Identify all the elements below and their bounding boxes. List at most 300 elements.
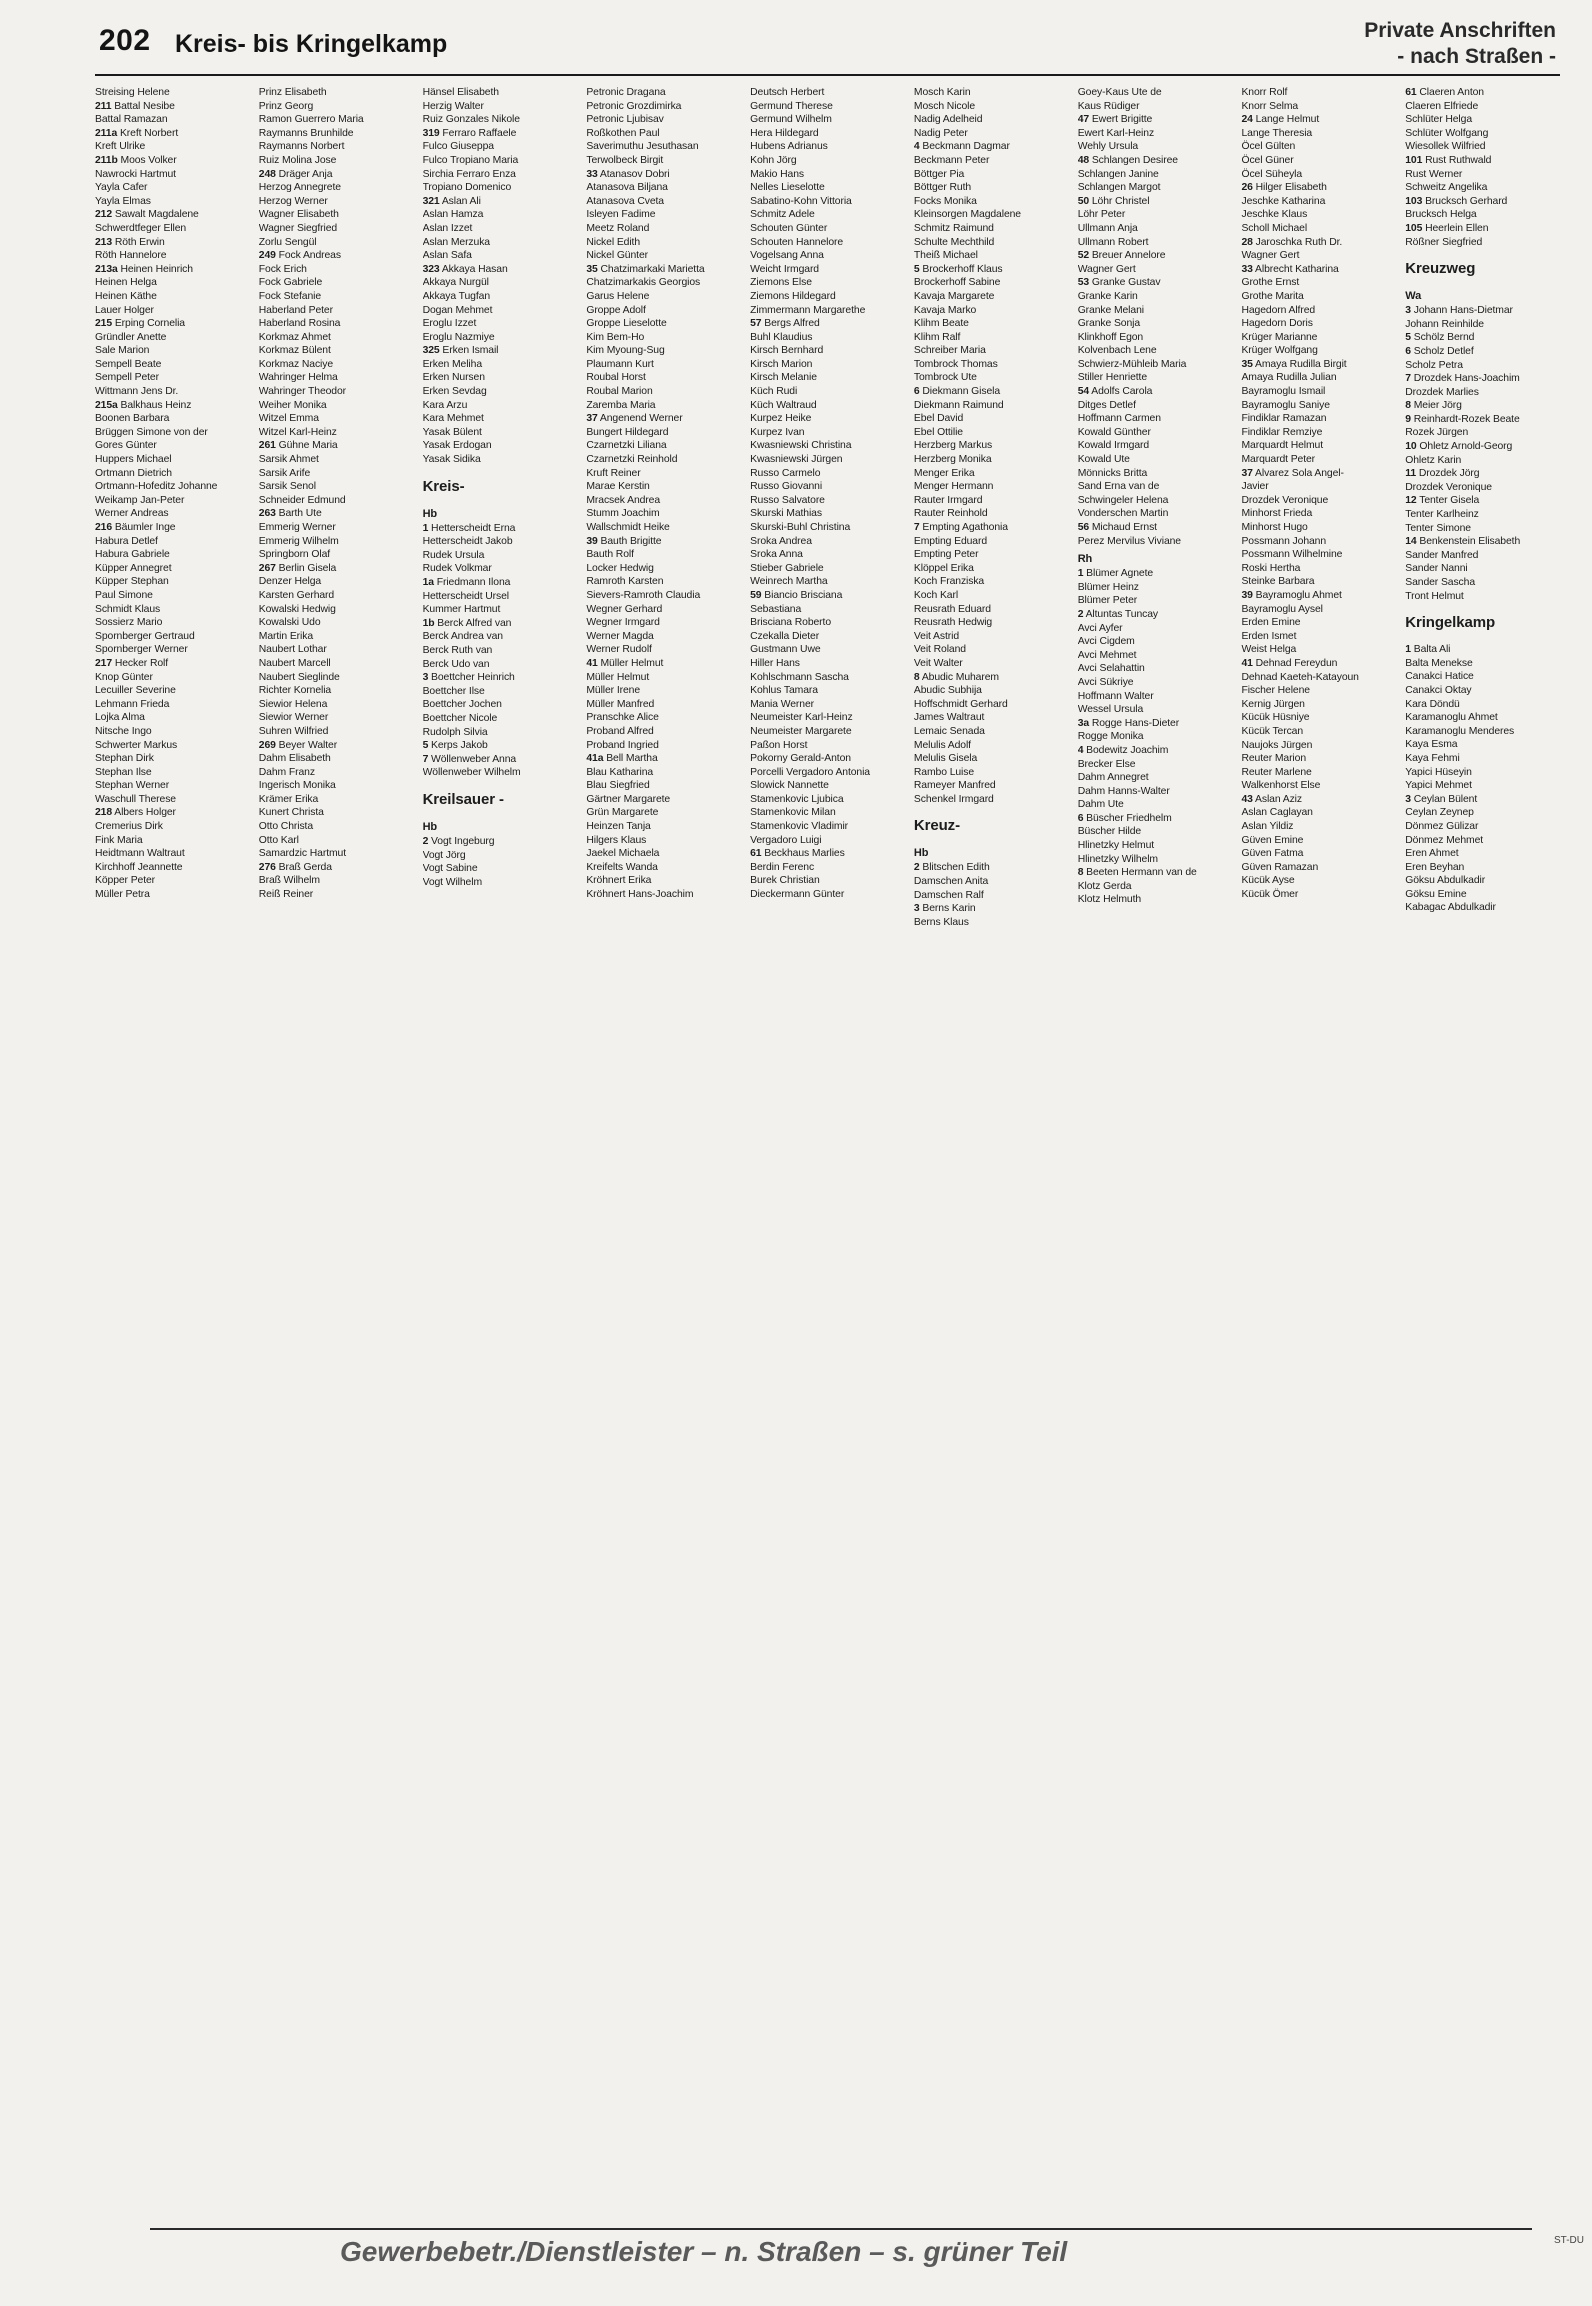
resident-name: Sander Sascha xyxy=(1405,577,1476,588)
resident-name: Benkenstein Elisabeth xyxy=(1419,536,1521,548)
directory-entry xyxy=(1078,168,1238,182)
directory-entry xyxy=(1078,222,1238,236)
resident-name: Granke Gustav xyxy=(1091,277,1161,289)
directory-entry xyxy=(259,562,419,576)
resident-name: Gustmann Uwe xyxy=(750,644,821,656)
resident-name: Empting Eduard xyxy=(913,535,988,547)
directory-entry xyxy=(586,276,746,290)
directory-entry xyxy=(423,576,583,590)
directory-entry xyxy=(1078,866,1238,880)
directory-entry xyxy=(1405,426,1565,440)
resident-name: Akkaya Tugfan xyxy=(422,290,490,302)
house-number: 269 xyxy=(258,739,276,751)
resident-name: Stephan Werner xyxy=(95,780,170,792)
footer-note: Gewerbebetr./Dienstleister – n. Straßen – s. grüner Teil xyxy=(340,2236,1068,2267)
directory-entry xyxy=(95,874,255,888)
directory-entry xyxy=(95,494,255,508)
resident-name: Naubert Sieglinde xyxy=(258,671,340,683)
resident-name: Steinke Barbara xyxy=(1241,576,1315,588)
resident-name: Mönnicks Britta xyxy=(1077,467,1148,479)
resident-name: Kirsch Melanie xyxy=(750,372,817,384)
directory-entry xyxy=(259,793,419,807)
directory-entry xyxy=(1405,154,1565,168)
directory-entry xyxy=(586,684,746,698)
directory-entry xyxy=(1241,861,1401,875)
directory-entry xyxy=(1405,386,1565,400)
directory-entry xyxy=(914,616,1074,630)
house-number: 7 xyxy=(913,522,920,533)
resident-name: Hlinetzky Wilhelm xyxy=(1077,853,1158,865)
directory-entry xyxy=(586,725,746,739)
resident-name: Bäumler Inge xyxy=(114,522,176,533)
directory-entry xyxy=(914,861,1074,875)
directory-entry xyxy=(1241,766,1401,780)
directory-entry xyxy=(1405,766,1565,780)
resident-name: Schlangen Janine xyxy=(1077,168,1159,180)
resident-name: Löhr Peter xyxy=(1077,209,1126,221)
directory-entry xyxy=(750,249,910,263)
directory-entry xyxy=(750,127,910,141)
house-number: 8 xyxy=(913,671,920,683)
resident-name: Zorlu Sengül xyxy=(258,236,317,248)
directory-entry xyxy=(1241,711,1401,725)
directory-entry xyxy=(423,698,583,712)
resident-name: Bayramoglu Aysel xyxy=(1241,603,1323,615)
directory-entry xyxy=(1405,181,1565,195)
resident-name: Melulis Adolf xyxy=(913,739,971,751)
directory-entry xyxy=(1078,86,1238,100)
resident-name: Stieber Gabriele xyxy=(750,562,824,574)
directory-entry xyxy=(914,671,1074,685)
resident-name: Menger Hermann xyxy=(913,481,994,493)
resident-name: Suhren Wilfried xyxy=(258,725,329,737)
directory-entry xyxy=(1405,861,1565,875)
resident-name: Kowald Ute xyxy=(1077,454,1130,466)
directory-entry xyxy=(914,548,1074,562)
directory-entry xyxy=(95,820,255,834)
resident-name: Erken Nursen xyxy=(422,372,485,384)
resident-name: Blau Siegfried xyxy=(586,780,650,792)
resident-name: Locker Hedwig xyxy=(586,562,654,574)
directory-entry xyxy=(1241,304,1401,318)
directory-entry xyxy=(750,236,910,250)
resident-name: Kröhnert Hans-Joachim xyxy=(586,889,694,901)
directory-entry xyxy=(95,168,255,182)
directory-entry xyxy=(1078,812,1238,826)
resident-name: Isleyen Fadime xyxy=(586,209,656,221)
resident-name: Werner Magda xyxy=(586,630,654,642)
house-number: 41 xyxy=(586,657,598,669)
directory-entry xyxy=(914,412,1074,426)
resident-name: Theiß Michael xyxy=(913,250,978,262)
resident-name: Akkaya Hasan xyxy=(441,263,508,275)
directory-entry xyxy=(914,467,1074,481)
directory-entry xyxy=(750,888,910,902)
resident-name: Sossierz Mario xyxy=(95,617,163,629)
directory-entry xyxy=(259,739,419,753)
resident-name: Amaya Rudilla Julian xyxy=(1241,372,1337,384)
directory-entry xyxy=(914,875,1074,889)
directory-entry xyxy=(423,766,583,780)
directory-entry xyxy=(95,521,255,535)
resident-name: Bodewitz Joachim xyxy=(1086,744,1169,756)
directory-entry xyxy=(259,276,419,290)
resident-name: Naubert Lothar xyxy=(258,644,327,656)
directory-entry xyxy=(750,684,910,698)
directory-entry xyxy=(259,195,419,209)
resident-name: Cremerius Dirk xyxy=(95,821,163,833)
resident-name: Kaus Rüdiger xyxy=(1077,100,1140,112)
directory-entry xyxy=(1241,195,1401,209)
resident-name: Proband Ingried xyxy=(586,739,659,751)
directory-entry xyxy=(1078,181,1238,195)
directory-entry xyxy=(750,739,910,753)
resident-name: Erken Sevdag xyxy=(422,386,487,398)
directory-entry xyxy=(1405,576,1565,590)
resident-name: Bauth Brigitte xyxy=(600,535,662,547)
resident-name: Erken Meliha xyxy=(422,358,483,370)
resident-name: Rust Ruthwald xyxy=(1425,154,1492,166)
resident-name: Atanasova Biljana xyxy=(586,182,668,194)
resident-name: Tenter Simone xyxy=(1405,522,1471,534)
directory-entry xyxy=(95,100,255,114)
resident-name: Roubal Marion xyxy=(586,386,653,398)
resident-name: Klöppel Erika xyxy=(913,562,974,574)
directory-entry xyxy=(1078,195,1238,209)
resident-name: Marquardt Helmut xyxy=(1241,440,1324,452)
resident-name: Reinhardt-Rozek Beate xyxy=(1413,413,1520,425)
directory-entry xyxy=(95,480,255,494)
directory-entry xyxy=(259,168,419,182)
resident-name: Meier Jörg xyxy=(1413,400,1462,412)
resident-name: Gühne Maria xyxy=(278,440,338,452)
resident-name: Dräger Anja xyxy=(278,168,333,180)
resident-name: Sirchia Ferraro Enza xyxy=(422,168,516,180)
directory-entry xyxy=(750,263,910,277)
directory-entry xyxy=(586,358,746,372)
resident-name: Brucksch Gerhard xyxy=(1425,195,1508,207)
directory-entry xyxy=(1405,86,1565,100)
resident-name: Hänsel Elisabeth xyxy=(422,87,499,98)
resident-name: Ingerisch Monika xyxy=(258,780,336,792)
directory-entry xyxy=(1241,385,1401,399)
directory-entry xyxy=(259,127,419,141)
directory-entry xyxy=(259,249,419,263)
resident-name: Küch Waltraud xyxy=(750,399,817,411)
resident-name: Ohletz Karin xyxy=(1405,454,1462,466)
directory-entry xyxy=(423,876,583,890)
resident-name: Ohletz Arnold-Georg xyxy=(1419,441,1513,453)
directory-entry xyxy=(423,412,583,426)
directory-entry xyxy=(1078,730,1238,744)
directory-entry xyxy=(1405,372,1565,386)
directory-entry xyxy=(914,507,1074,521)
directory-entry xyxy=(586,236,746,250)
directory-entry xyxy=(914,439,1074,453)
directory-entry xyxy=(259,494,419,508)
resident-name: Beckmann Peter xyxy=(913,154,990,166)
resident-name: Kreft Norbert xyxy=(119,127,179,139)
directory-entry xyxy=(750,548,910,562)
resident-name: Boettcher Nicole xyxy=(422,712,498,724)
resident-name: Petronic Grozdimirka xyxy=(586,100,682,112)
directory-entry xyxy=(750,793,910,807)
directory-entry xyxy=(423,154,583,168)
directory-column-9 xyxy=(1405,86,1565,2206)
directory-entry xyxy=(914,902,1074,916)
directory-column-8 xyxy=(1241,86,1401,2206)
resident-name: Aslan Ali xyxy=(441,195,481,207)
resident-name: Werner Andreas xyxy=(95,508,169,520)
resident-name: Lauer Holger xyxy=(95,304,154,316)
resident-name: Dahm Franz xyxy=(258,766,315,778)
resident-name: Amaya Rudilla Birgit xyxy=(1255,358,1347,370)
resident-name: Walkenhorst Else xyxy=(1241,780,1321,792)
resident-name: Gründler Anette xyxy=(95,331,167,343)
house-number: 218 xyxy=(95,807,113,819)
street-title: Kreis- xyxy=(422,477,465,495)
directory-entry xyxy=(95,657,255,671)
resident-name: Schlangen Margot xyxy=(1077,182,1161,194)
resident-name: Boonen Barbara xyxy=(95,413,170,425)
directory-entry xyxy=(1078,758,1238,772)
directory-entry xyxy=(1241,562,1401,576)
directory-entry xyxy=(1241,439,1401,453)
directory-entry xyxy=(1241,208,1401,222)
directory-entry xyxy=(1405,657,1565,671)
directory-entry xyxy=(1405,236,1565,250)
resident-name: Schlüter Wolfgang xyxy=(1405,127,1489,139)
directory-entry xyxy=(750,467,910,481)
resident-name: Klinkhoff Egon xyxy=(1077,331,1144,343)
directory-entry xyxy=(423,222,583,236)
directory-entry xyxy=(95,208,255,222)
directory-entry xyxy=(586,834,746,848)
resident-name: Jaekel Michaela xyxy=(586,848,660,860)
resident-name: Böttger Ruth xyxy=(913,182,972,194)
resident-name: Skurski-Buhl Christina xyxy=(750,522,851,533)
resident-name: Petronic Ljubisav xyxy=(586,114,664,126)
directory-entry xyxy=(423,522,583,536)
house-number: 213a xyxy=(95,263,118,275)
directory-entry xyxy=(750,766,910,780)
directory-entry xyxy=(1241,290,1401,304)
resident-name: Rauter Reinhold xyxy=(913,508,988,520)
directory-entry xyxy=(1241,630,1401,644)
resident-name: Göksu Emine xyxy=(1405,888,1467,900)
resident-name: Kernig Jürgen xyxy=(1241,698,1305,710)
resident-name: Ruiz Molina Jose xyxy=(258,154,337,166)
resident-name: Blümer Peter xyxy=(1077,595,1138,607)
directory-entry xyxy=(259,779,419,793)
directory-entry xyxy=(95,725,255,739)
directory-entry xyxy=(1405,711,1565,725)
resident-name: Grothe Ernst xyxy=(1241,277,1300,289)
resident-name: Schölz Bernd xyxy=(1413,332,1475,344)
resident-name: Kohlschmann Sascha xyxy=(750,671,849,683)
resident-name: Mosch Nicole xyxy=(913,100,976,112)
resident-name: Sebastiana xyxy=(750,603,802,615)
resident-name: Güven Emine xyxy=(1241,834,1304,846)
resident-name: Ruiz Gonzales Nikole xyxy=(422,114,520,126)
resident-name: Porcelli Vergadoro Antonia xyxy=(750,766,870,778)
resident-name: Samardzic Hartmut xyxy=(258,848,347,860)
directory-entry xyxy=(423,195,583,209)
house-number: 321 xyxy=(422,195,440,207)
resident-name: Yasak Bülent xyxy=(422,426,482,438)
house-number: 3a xyxy=(1077,717,1090,729)
resident-name: Avci Ayfer xyxy=(1077,622,1123,634)
directory-entry xyxy=(259,847,419,861)
resident-name: Witzel Karl-Heinz xyxy=(258,426,337,438)
street-title: Kreuzweg xyxy=(1405,260,1476,278)
resident-name: Vonderschen Martin xyxy=(1077,508,1169,520)
directory-column-4 xyxy=(586,86,746,2206)
directory-entry xyxy=(1078,880,1238,894)
resident-name: Adolfs Carola xyxy=(1091,386,1153,398)
house-number: 8 xyxy=(1405,400,1411,412)
house-number: 4 xyxy=(1077,744,1084,756)
resident-name: Neumeister Karl-Heinz xyxy=(750,712,853,724)
directory-entry xyxy=(914,480,1074,494)
directory-entry xyxy=(1405,113,1565,127)
directory-entry xyxy=(750,616,910,630)
resident-name: Boettcher Jochen xyxy=(422,699,502,711)
directory-entry xyxy=(423,208,583,222)
resident-name: Kruft Reiner xyxy=(586,467,641,479)
resident-name: Heinen Käthe xyxy=(95,290,157,302)
resident-name: Habura Gabriele xyxy=(95,549,170,561)
resident-name: Moos Volker xyxy=(120,154,177,166)
directory-entry xyxy=(1078,140,1238,154)
directory-entry xyxy=(1078,521,1238,535)
directory-entry xyxy=(586,399,746,413)
resident-name: Aslan Izzet xyxy=(422,222,473,234)
directory-entry xyxy=(259,453,419,467)
directory-entry xyxy=(259,236,419,250)
resident-name: Kwasniewski Jürgen xyxy=(750,454,843,466)
directory-entry xyxy=(95,589,255,603)
directory-entry xyxy=(914,358,1074,372)
resident-name: Öcel Gülten xyxy=(1241,141,1296,153)
resident-name: Wagner Gert xyxy=(1077,263,1136,275)
directory-entry xyxy=(1241,317,1401,331)
resident-name: Reusrath Eduard xyxy=(913,603,991,615)
house-number: 319 xyxy=(422,127,440,139)
directory-entry xyxy=(750,711,910,725)
directory-entry xyxy=(423,127,583,141)
resident-name: Küpper Stephan xyxy=(95,576,169,588)
resident-name: Berck Andrea van xyxy=(422,631,503,643)
directory-entry xyxy=(1241,521,1401,535)
resident-name: Wöllenweber Anna xyxy=(431,753,517,765)
directory-entry xyxy=(95,711,255,725)
resident-name: Hoffmann Carmen xyxy=(1077,413,1161,425)
directory-entry xyxy=(1405,752,1565,766)
house-number: 10 xyxy=(1405,441,1417,453)
directory-entry xyxy=(95,643,255,657)
directory-entry xyxy=(423,399,583,413)
resident-name: Raymanns Brunhilde xyxy=(258,127,354,139)
resident-name: Yasak Erdogan xyxy=(422,440,492,452)
resident-name: Krämer Erika xyxy=(258,793,319,805)
directory-entry xyxy=(1241,643,1401,657)
resident-name: Naubert Marcell xyxy=(258,657,331,669)
directory-entry xyxy=(586,657,746,671)
directory-entry xyxy=(259,113,419,127)
resident-name: Aslan Yildiz xyxy=(1241,821,1294,833)
directory-entry xyxy=(259,671,419,685)
resident-name: Güven Ramazan xyxy=(1241,861,1319,873)
resident-name: Scholz Detlef xyxy=(1413,345,1474,357)
directory-entry xyxy=(259,467,419,481)
directory-entry xyxy=(1078,100,1238,114)
directory-entry xyxy=(259,358,419,372)
resident-name: Weiher Monika xyxy=(258,399,327,411)
resident-name: Vogt Ingeburg xyxy=(431,835,495,847)
directory-entry xyxy=(95,616,255,630)
directory-entry xyxy=(95,263,255,277)
directory-entry xyxy=(95,249,255,263)
resident-name: Emmerig Wilhelm xyxy=(258,535,339,547)
house-number: 47 xyxy=(1077,114,1090,126)
directory-entry xyxy=(95,236,255,250)
resident-name: Dönmez Gülizar xyxy=(1405,820,1479,832)
directory-entry xyxy=(586,140,746,154)
directory-entry xyxy=(95,793,255,807)
directory-entry xyxy=(914,916,1074,930)
directory-column-2 xyxy=(259,86,419,2206)
directory-entry xyxy=(1078,676,1238,690)
resident-name: Russo Carmelo xyxy=(750,467,821,479)
resident-name: Perez Mervilus Viviane xyxy=(1077,535,1181,547)
house-number: 6 xyxy=(913,386,920,398)
resident-name: Stephan Dirk xyxy=(95,753,154,765)
directory-entry xyxy=(423,263,583,277)
resident-name: Löhr Christel xyxy=(1091,195,1150,207)
directory-entry xyxy=(1405,834,1565,848)
directory-entry xyxy=(1241,847,1401,861)
directory-entry xyxy=(586,820,746,834)
house-number: 41a xyxy=(586,753,604,765)
house-number: 28 xyxy=(1241,236,1253,248)
directory-entry xyxy=(914,371,1074,385)
resident-name: Hoffmann Walter xyxy=(1077,690,1154,702)
resident-name: Kurpez Ivan xyxy=(750,426,805,438)
resident-name: Balkhaus Heinz xyxy=(120,399,192,411)
directory-entry xyxy=(95,399,255,413)
directory-entry xyxy=(95,548,255,562)
directory-entry xyxy=(95,752,255,766)
directory-entry xyxy=(586,766,746,780)
resident-name: Koch Karl xyxy=(913,589,959,601)
resident-name: Biancio Brisciana xyxy=(764,589,843,601)
directory-entry xyxy=(1241,399,1401,413)
directory-entry xyxy=(1078,331,1238,345)
resident-name: Kunert Christa xyxy=(258,807,324,819)
resident-name: Reuter Marion xyxy=(1241,753,1307,765)
resident-name: Scholl Michael xyxy=(1241,222,1308,234)
resident-name: Kleinsorgen Magdalene xyxy=(913,209,1021,221)
resident-name: Brisciana Roberto xyxy=(750,617,832,629)
resident-name: Reiß Reiner xyxy=(258,889,314,901)
resident-name: Schlüter Helga xyxy=(1405,114,1473,126)
directory-entry xyxy=(750,426,910,440)
directory-entry xyxy=(259,331,419,345)
directory-entry xyxy=(1241,331,1401,345)
resident-name: Nickel Günter xyxy=(586,250,648,262)
directory-entry xyxy=(423,739,583,753)
